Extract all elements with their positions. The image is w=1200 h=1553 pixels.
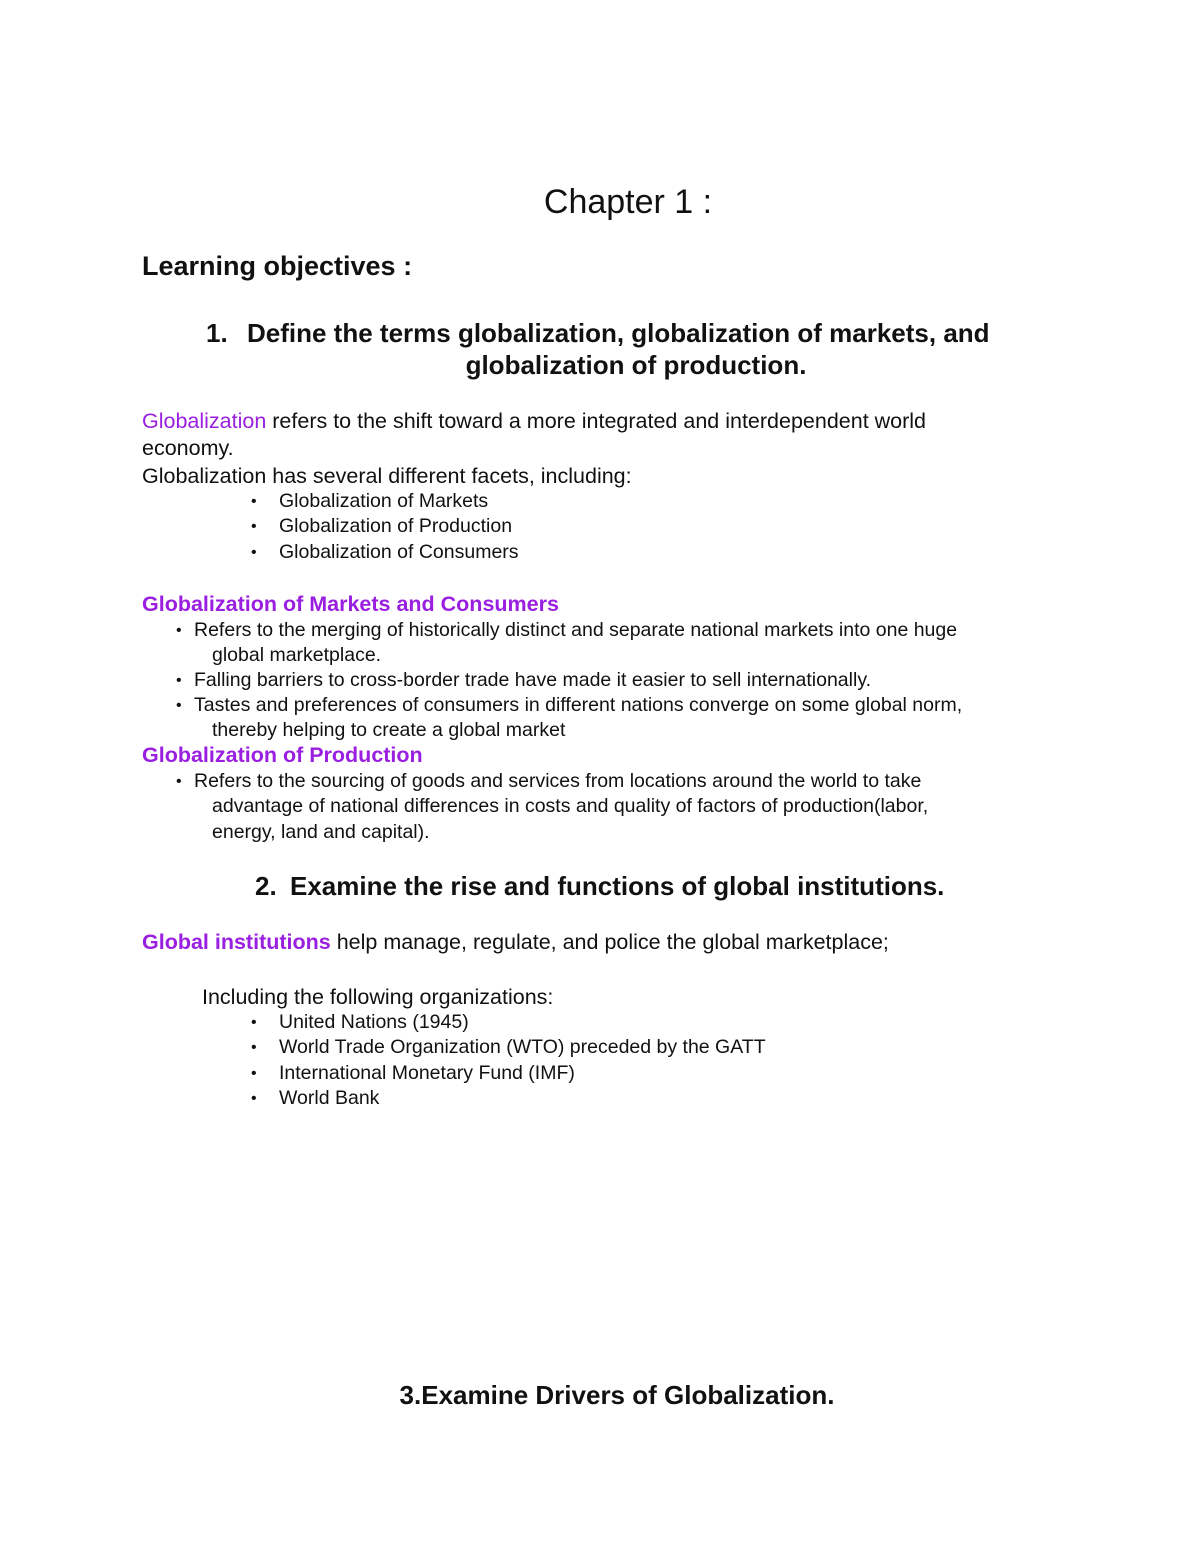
bullet-icon: •: [176, 622, 182, 639]
bullet-icon: •: [251, 1064, 257, 1082]
bullet-icon: •: [251, 518, 257, 536]
global-institutions-term: Global institutions: [142, 930, 331, 954]
globalization-definition-line1: [142, 409, 926, 434]
bullet-icon: •: [176, 773, 182, 790]
organizations-list: [251, 1010, 766, 1111]
list-item: • Globalization of Production: [279, 514, 519, 539]
global-institutions-line: [142, 930, 889, 955]
objective-1-line1: Define the terms globalization, globalization of markets, and: [247, 318, 990, 348]
objective-3-heading: 3.Examine Drivers of Globalization.: [399, 1380, 835, 1410]
list-item: • Refers to the merging of historically distinct and separate national markets into one huge global marketplace.: [176, 619, 958, 667]
objective-1-line2: globalization of production.: [465, 350, 807, 380]
facets-intro: Globalization has several different facets, including:: [142, 464, 632, 488]
chapter-title: Chapter 1 :: [543, 183, 713, 221]
organizations-intro: Including the following organizations:: [202, 985, 554, 1009]
bullet-icon: •: [251, 1089, 257, 1107]
list-item: • United Nations (1945): [279, 1010, 766, 1035]
facets-list: [251, 489, 519, 565]
list-item: • Falling barriers to cross-border trade have made it easier to sell internationally.: [194, 668, 871, 693]
list-item: • International Monetary Fund (IMF): [279, 1061, 766, 1086]
objective-1-number: 1.: [206, 318, 228, 348]
bullet-icon: •: [176, 672, 182, 689]
bullet-icon: •: [176, 697, 182, 714]
globalization-term: Globalization: [142, 409, 267, 433]
list-item: • Globalization of Markets: [279, 489, 519, 514]
list-item: • Tastes and preferences of consumers in different nations converge on some global norm, thereby helping to create a global market: [176, 694, 963, 742]
bullet-icon: •: [251, 1039, 257, 1057]
list-item: • Globalization of Consumers: [279, 540, 519, 565]
globalization-definition-line2: economy.: [142, 436, 234, 460]
global-institutions-text: help manage, regulate, and police the global marketplace;: [330, 930, 889, 954]
bullet-icon: •: [251, 1014, 257, 1031]
markets-consumers-heading: Globalization of Markets and Consumers: [142, 592, 559, 616]
production-heading: Globalization of Production: [142, 743, 423, 767]
bullet-icon: •: [251, 493, 257, 510]
globalization-definition-text: refers to the shift toward a more integrated and interdependent world: [266, 409, 927, 433]
list-item: • Refers to the sourcing of goods and services from locations around the world to take advantage of national differences in costs and quality of factors of production(labor, energy, land and capital).: [176, 770, 929, 843]
objective-2-text: Examine the rise and functions of global institutions.: [290, 871, 945, 901]
learning-objectives-heading: Learning objectives :: [142, 251, 413, 281]
objective-2-number: 2.: [255, 871, 277, 901]
bullet-icon: •: [251, 543, 257, 561]
list-item: • World Trade Organization (WTO) preceded by the GATT: [279, 1035, 766, 1060]
list-item: • World Bank: [279, 1086, 766, 1111]
